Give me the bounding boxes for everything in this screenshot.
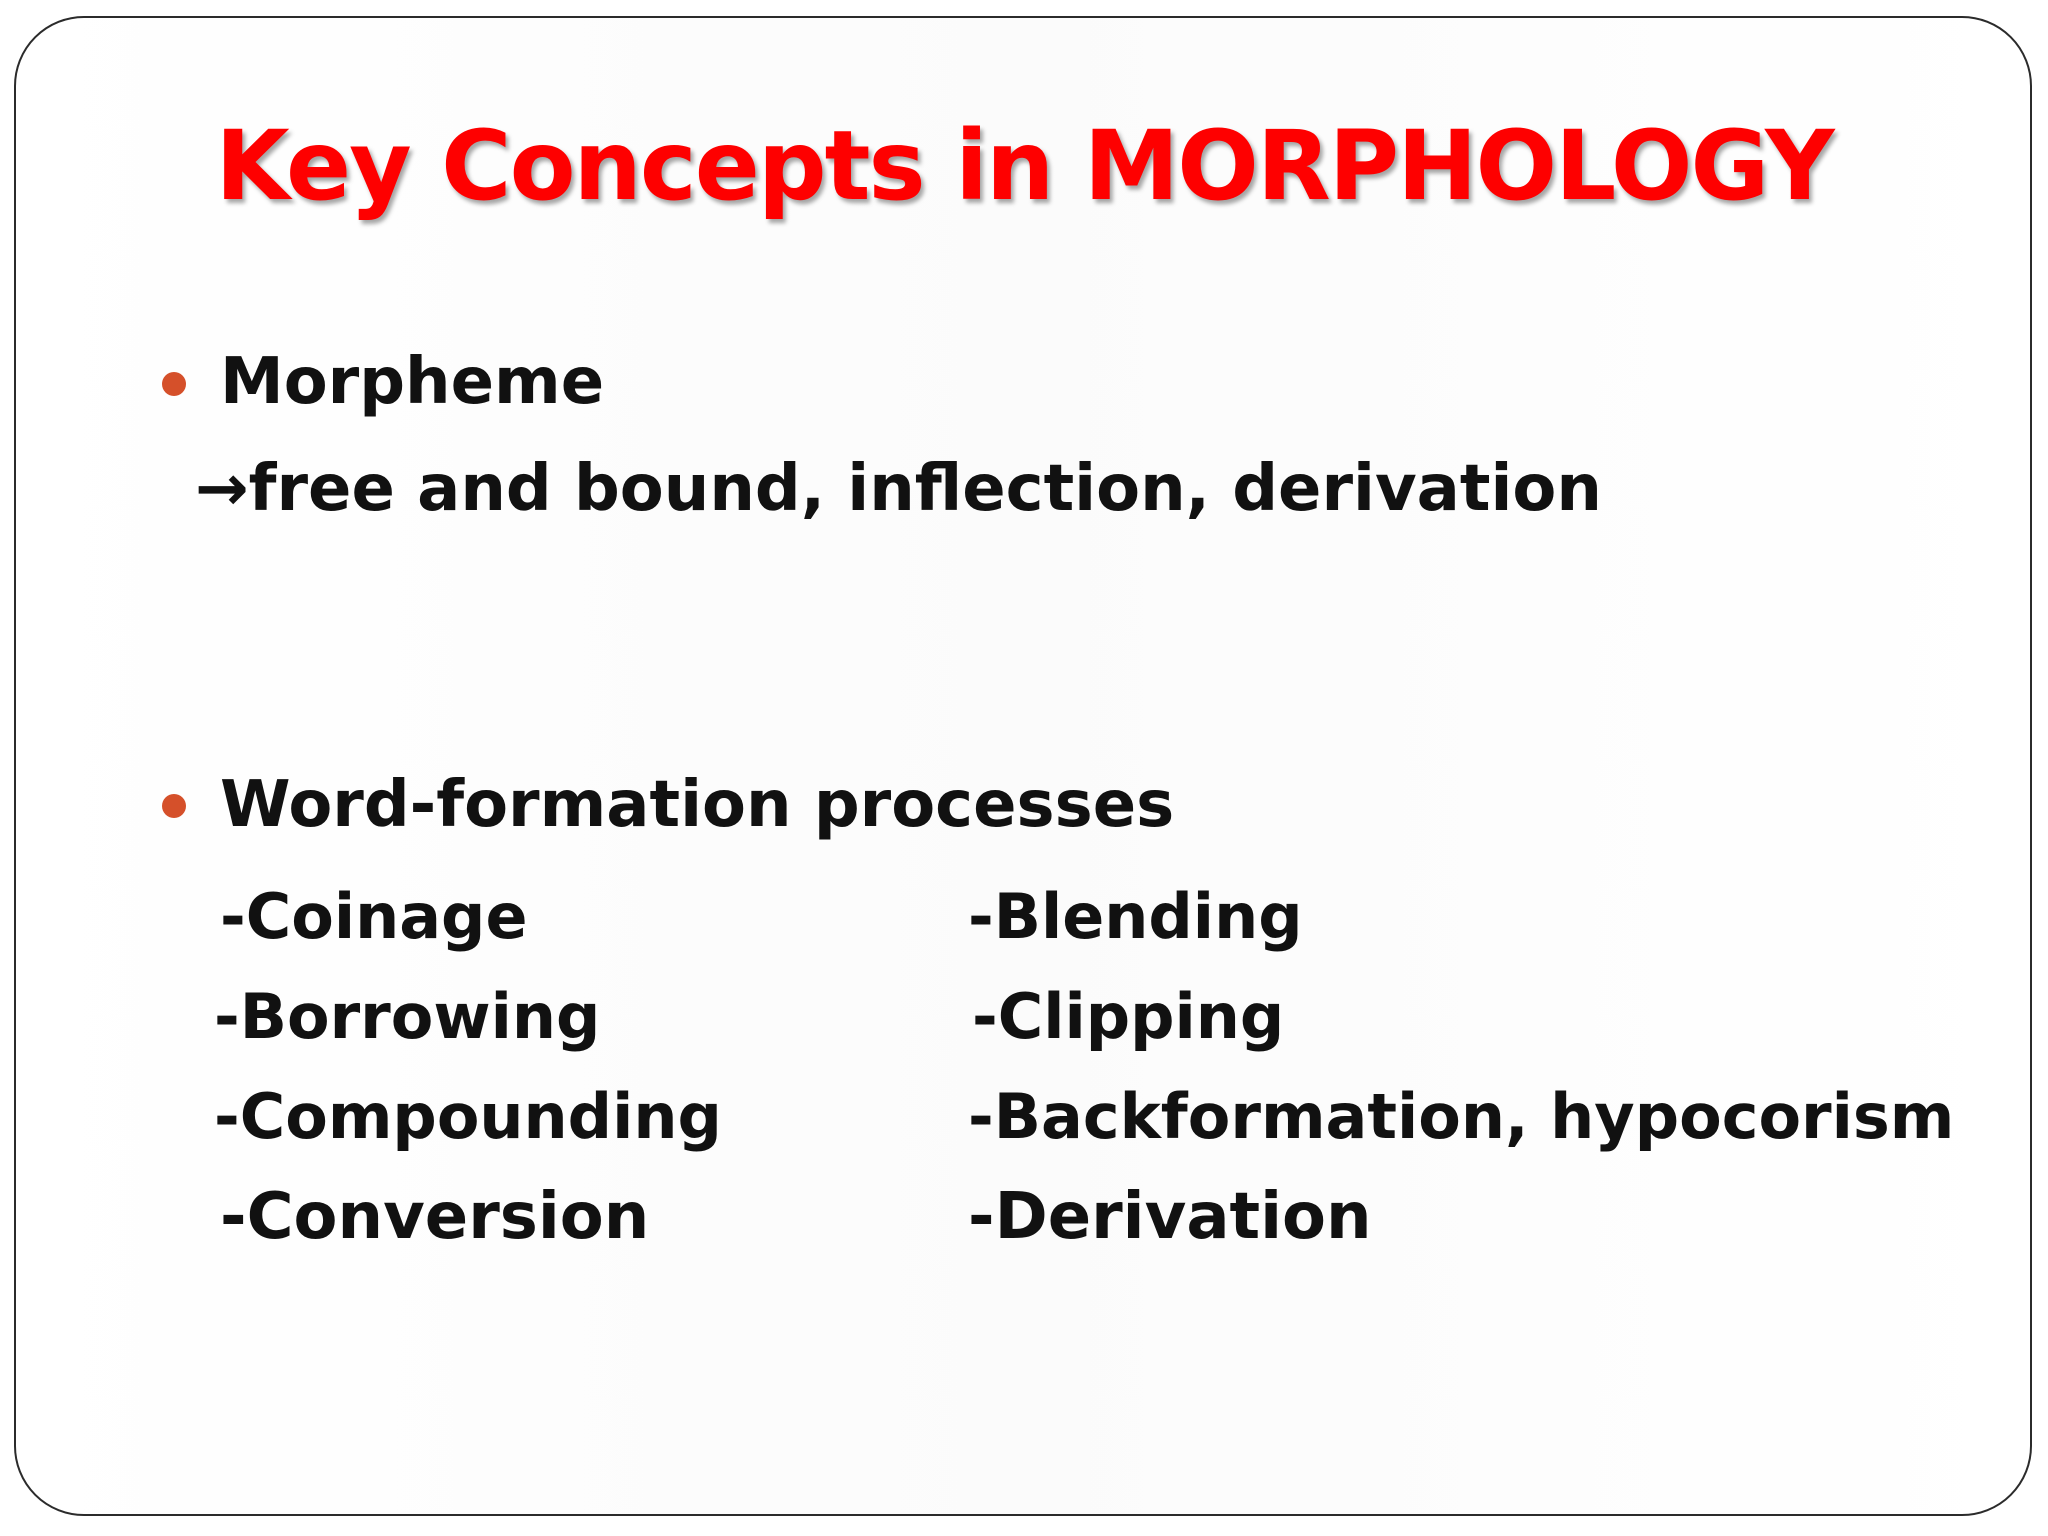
list-item-conversion: -Conversion xyxy=(220,1180,650,1254)
slide-title: Key Concepts in MORPHOLOGY xyxy=(215,110,1833,222)
bullet-dot-icon xyxy=(162,372,186,396)
list-item-clipping: -Clipping xyxy=(972,980,1285,1053)
list-item-compounding: -Compounding xyxy=(214,1080,722,1153)
bullet-heading-morpheme: Morpheme xyxy=(220,345,605,419)
slide-frame xyxy=(14,16,2032,1516)
list-item-blending: -Blending xyxy=(968,880,1303,953)
list-item-backformation: -Backformation, hypocorism xyxy=(968,1080,1955,1153)
list-item-derivation: -Derivation xyxy=(968,1180,1372,1254)
bullet-dot-icon xyxy=(162,794,186,818)
list-item-coinage: -Coinage xyxy=(220,880,528,953)
bullet-heading-word-formation: Word-formation processes xyxy=(220,768,1175,842)
morpheme-subpoint: →free and bound, inflection, derivation xyxy=(195,452,1602,526)
list-item-borrowing: -Borrowing xyxy=(214,980,601,1053)
